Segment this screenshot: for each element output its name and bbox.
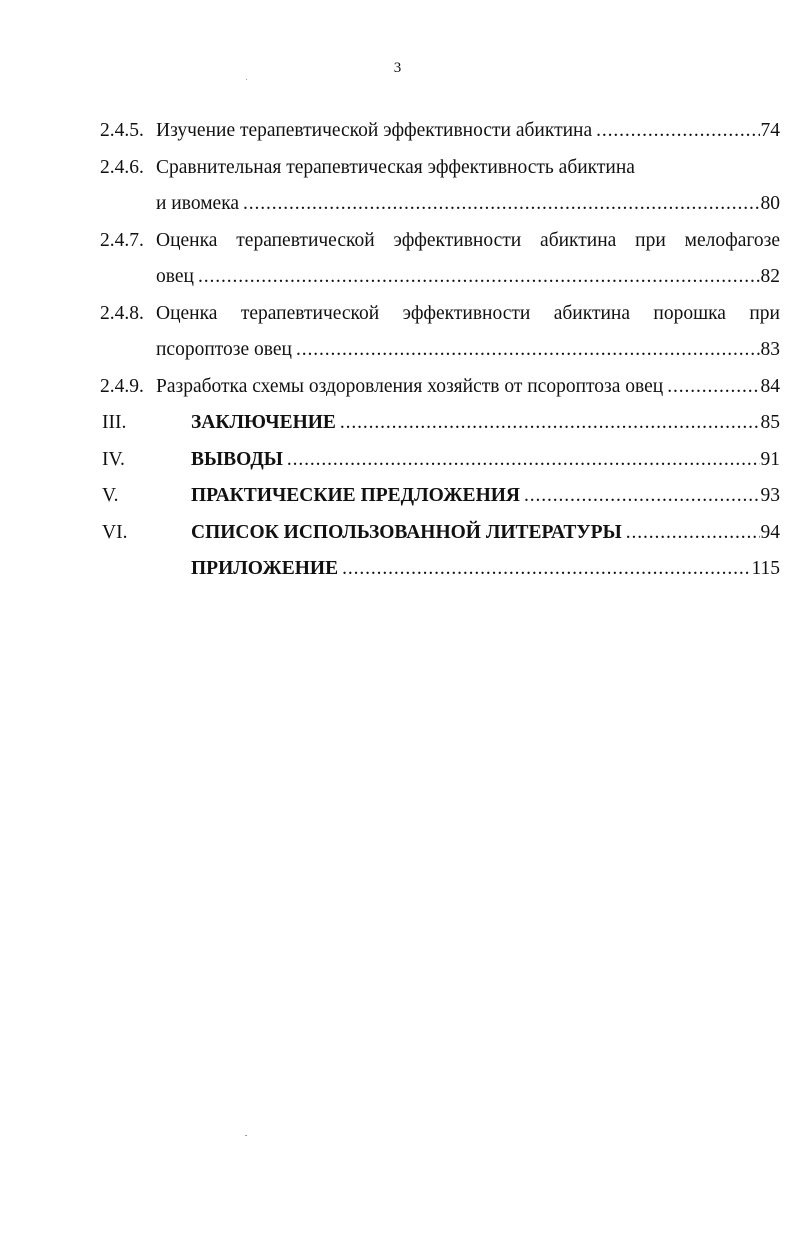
- toc-section-number: III.: [102, 412, 127, 433]
- toc-dot-leader: [194, 259, 760, 296]
- toc-entry-page: 74: [760, 120, 780, 141]
- scan-speck: [246, 79, 247, 80]
- toc-section-title: ВЫВОДЫ: [191, 442, 283, 479]
- toc-section-page: 93: [760, 485, 780, 506]
- toc-entry-2-4-8[interactable]: [100, 296, 780, 333]
- toc-entry-2-4-7-continued[interactable]: [100, 259, 780, 296]
- toc-section-conclusion[interactable]: [100, 405, 780, 442]
- toc-entry-number: 2.4.7.: [100, 229, 144, 251]
- toc-entry-page: 84: [760, 375, 780, 397]
- toc-section-recommendations[interactable]: [100, 478, 780, 515]
- toc-entry-title-continued: псороптозе овец: [156, 332, 292, 369]
- toc-entry-2-4-8-continued[interactable]: [100, 332, 780, 369]
- toc-entry-2-4-7[interactable]: [100, 223, 780, 260]
- toc-section-number: V.: [102, 485, 119, 506]
- toc-entry-title: Оценка терапевтической эффективности абиктина при мелофагозе: [156, 229, 780, 251]
- toc-dot-leader: [292, 332, 760, 369]
- toc-section-page: 85: [760, 412, 780, 433]
- toc-section-title: ЗАКЛЮЧЕНИЕ: [191, 405, 336, 442]
- toc-dot-leader: [622, 515, 760, 552]
- toc-dot-leader: [336, 405, 760, 442]
- toc-dot-leader: [338, 551, 750, 588]
- toc-entry-number: 2.4.5.: [100, 120, 144, 141]
- toc-entry-title-continued: овец: [156, 259, 194, 296]
- toc-section-appendix[interactable]: [100, 551, 780, 588]
- table-of-contents: [100, 113, 780, 588]
- toc-section-title: ПРИЛОЖЕНИЕ: [191, 551, 338, 588]
- toc-entry-page: 80: [760, 193, 780, 214]
- toc-section-findings[interactable]: [100, 442, 780, 479]
- toc-entry-2-4-6[interactable]: [100, 150, 780, 187]
- toc-entry-2-4-6-continued[interactable]: [100, 186, 780, 223]
- toc-section-title: ПРАКТИЧЕСКИЕ ПРЕДЛОЖЕНИЯ: [191, 478, 520, 515]
- toc-dot-leader: [239, 186, 759, 223]
- toc-entry-number: 2.4.8.: [100, 302, 144, 324]
- toc-entry-number: 2.4.9.: [100, 375, 144, 397]
- toc-entry-title: Оценка терапевтической эффективности абиктина порошка при: [156, 302, 780, 324]
- toc-section-page: 91: [760, 448, 780, 470]
- toc-section-references[interactable]: [100, 515, 780, 552]
- toc-entry-page: 82: [760, 266, 780, 287]
- toc-entry-title: Сравнительная терапевтическая эффективность абиктина: [156, 150, 635, 187]
- toc-section-number: IV.: [102, 448, 125, 470]
- toc-dot-leader: [592, 113, 759, 150]
- toc-entry-number: 2.4.6.: [100, 156, 144, 178]
- scan-speck: [245, 1135, 247, 1136]
- toc-entry-title: Разработка схемы оздоровления хозяйств от псороптоза овец: [156, 369, 663, 406]
- toc-section-number: VI.: [102, 521, 128, 543]
- toc-dot-leader: [520, 478, 760, 515]
- toc-entry-2-4-5[interactable]: [100, 113, 780, 150]
- toc-entry-2-4-9[interactable]: [100, 369, 780, 406]
- toc-entry-title-continued: и ивомека: [156, 186, 239, 223]
- toc-section-page: 94: [760, 521, 780, 543]
- toc-dot-leader: [283, 442, 760, 479]
- toc-section-title: СПИСОК ИСПОЛЬЗОВАННОЙ ЛИТЕРАТУРЫ: [191, 515, 622, 552]
- toc-section-page: 115: [751, 558, 780, 579]
- toc-entry-page: 83: [760, 339, 780, 360]
- toc-dot-leader: [663, 369, 759, 406]
- toc-entry-title: Изучение терапевтической эффективности абиктина: [156, 113, 592, 150]
- page-number: 3: [393, 60, 402, 76]
